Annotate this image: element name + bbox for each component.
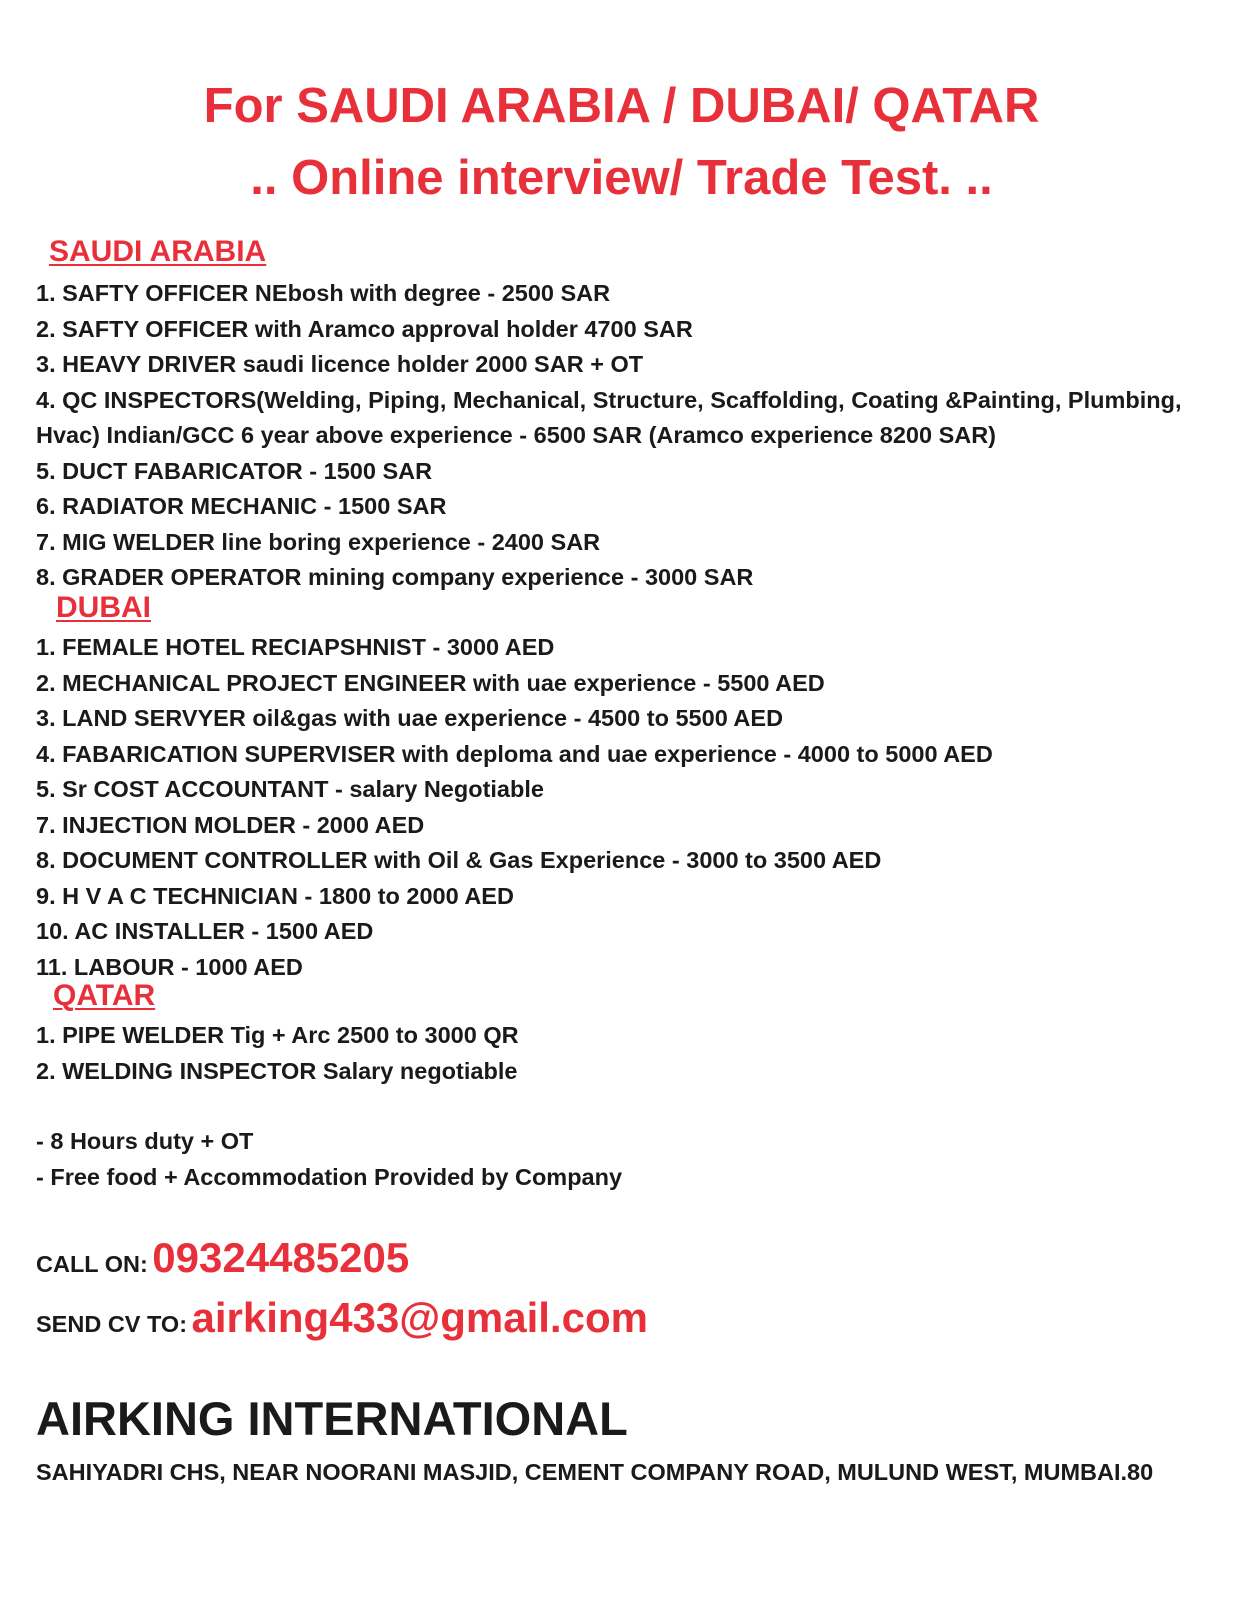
- list-item: 11. LABOUR - 1000 AED: [36, 953, 303, 980]
- cv-row: [36, 1294, 648, 1342]
- email-address[interactable]: airking433@gmail.com: [191, 1294, 648, 1341]
- list-item: 8. DOCUMENT CONTROLLER with Oil & Gas Experience - 3000 to 3500 AED: [36, 847, 882, 873]
- call-row: [36, 1234, 409, 1282]
- list-item: 3. HEAVY DRIVER saudi licence holder 2000 SAR + OT: [36, 351, 644, 377]
- list-item: 9. H V A C TECHNICIAN - 1800 to 2000 AED: [36, 882, 514, 909]
- list-item: 1. SAFTY OFFICER NEbosh with degree - 2500 SAR: [36, 280, 611, 306]
- list-item: 2. MECHANICAL PROJECT ENGINEER with uae experience - 5500 AED: [36, 669, 825, 696]
- saudi-job-list: [36, 276, 1216, 596]
- benefits-list: [36, 1124, 622, 1195]
- list-item: 4. QC INSPECTORS(Welding, Piping, Mechanical, Structure, Scaffolding, Coating &Painting, Plumbing, Hvac) Indian/GCC 6 year above experience - 6500 SAR (Aramco experience 8200 SAR): [36, 386, 1182, 448]
- list-item: 7. INJECTION MOLDER - 2000 AED: [36, 811, 425, 838]
- qatar-job-list: [36, 1018, 519, 1089]
- benefit-item: - 8 Hours duty + OT: [36, 1128, 254, 1154]
- phone-number[interactable]: 09324485205: [152, 1234, 410, 1281]
- list-item: 2. SAFTY OFFICER with Aramco approval holder 4700 SAR: [36, 315, 693, 342]
- list-item: 3. LAND SERVYER oil&gas with uae experience - 4500 to 5500 AED: [36, 705, 784, 731]
- list-item: 6. RADIATOR MECHANIC - 1500 SAR: [36, 493, 447, 519]
- list-item: 2. WELDING INSPECTOR Salary negotiable: [36, 1057, 518, 1084]
- list-item: 8. GRADER OPERATOR mining company experience - 3000 SAR: [36, 564, 754, 590]
- benefit-item: - Free food + Accommodation Provided by Company: [36, 1163, 623, 1190]
- list-item: 5. Sr COST ACCOUNTANT - salary Negotiable: [36, 776, 544, 802]
- list-item: 1. PIPE WELDER Tig + Arc 2500 to 3000 QR: [36, 1022, 519, 1048]
- list-item: 7. MIG WELDER line boring experience - 2400 SAR: [36, 528, 601, 555]
- section-heading-dubai: DUBAI: [56, 591, 151, 624]
- headline-interview: .. Online interview/ Trade Test. ..: [250, 151, 993, 205]
- list-item: 5. DUCT FABARICATOR - 1500 SAR: [36, 457, 433, 484]
- section-heading-qatar: QATAR: [53, 979, 156, 1012]
- list-item: 1. FEMALE HOTEL RECIAPSHNIST - 3000 AED: [36, 634, 555, 660]
- company-name: AIRKING INTERNATIONAL: [36, 1392, 628, 1445]
- list-item: 4. FABARICATION SUPERVISER with deploma and uae experience - 4000 to 5000 AED: [36, 740, 993, 767]
- headline-countries: For SAUDI ARABIA / DUBAI/ QATAR: [203, 79, 1040, 133]
- dubai-job-list: [36, 630, 993, 985]
- company-address: SAHIYADRI CHS, NEAR NOORANI MASJID, CEMENT COMPANY ROAD, MULUND WEST, MUMBAI.80: [36, 1459, 1154, 1485]
- list-item: 10. AC INSTALLER - 1500 AED: [36, 918, 374, 944]
- cv-label: SEND CV TO:: [36, 1311, 188, 1337]
- call-label: CALL ON:: [36, 1251, 148, 1277]
- section-heading-saudi: SAUDI ARABIA: [49, 235, 267, 268]
